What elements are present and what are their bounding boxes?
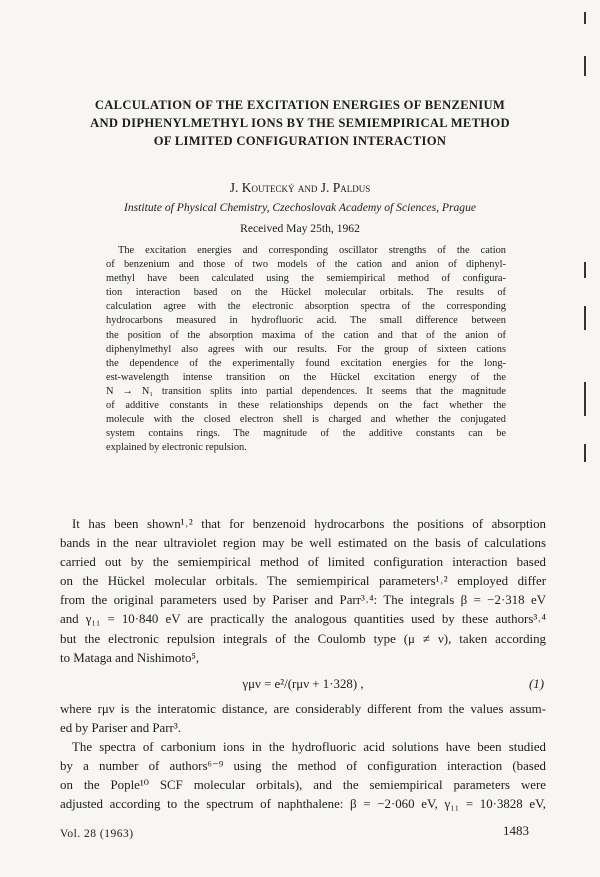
- body-line: The spectra of carbonium ions in the hydrofluoric acid solutions have been studied: [72, 739, 546, 754]
- abstract-line: of additive constants in these relationships depends on the fact whether the: [106, 400, 506, 412]
- body-line: from the original parameters used by Pariser and Parr³˒⁴: The integrals β = −2·318 eV: [60, 593, 546, 608]
- body-line: adjusted according to the spectrum of naphthalene: β = −2·060 eV, γ₁₁ = 10·3828 eV,: [60, 797, 546, 812]
- paper-title: [40, 96, 560, 150]
- body-text: [60, 515, 546, 814]
- abstract-line: molecule with the closed electron shell is charged and whether the conjugated: [106, 414, 506, 426]
- body-line: on the Pople¹⁰ SCF molecular orbitals), and the semiempirical parameters were: [60, 778, 546, 793]
- margin-mark: [584, 12, 586, 24]
- abstract-line: hydrocarbons measured in hydrofluoric acid. The small difference between: [106, 315, 506, 327]
- body-line: bands in the near ultraviolet region may be well estimated on the basis of calculations: [60, 536, 546, 551]
- margin-mark: [584, 56, 586, 76]
- authors: J. Koutecký and J. Paldus: [229, 180, 371, 195]
- abstract-line: system contains rings. The magnitude of the additive constants can be: [106, 428, 506, 440]
- abstract-line: of benzenium and those of two models of the cation and anion of diphenyl-: [106, 259, 506, 271]
- margin-mark: [584, 444, 586, 462]
- body-line: by a number of authors⁶⁻⁹ using the method of configuration interaction (based: [60, 759, 546, 774]
- title-line: OF LIMITED CONFIGURATION INTERACTION: [153, 134, 447, 148]
- received-date: Received May 25th, 1962: [240, 222, 360, 235]
- margin-mark: [584, 306, 586, 330]
- equation-block: [60, 671, 546, 697]
- abstract-line: N → N₁ transition splits into partial dependences. It seems that the magnitude: [106, 385, 506, 397]
- body-line: but the electronic repulsion integrals of the Coulomb type (μ ≠ ν), taken according: [60, 631, 546, 646]
- abstract-line: calculation agree with the electronic absorption spectra of the corresponding: [106, 301, 506, 313]
- equation-number: (1): [528, 676, 544, 691]
- equation: γμν = e²/(rμν + 1·328) ,: [242, 676, 364, 691]
- abstract-line: tion interaction based on the Hückel molecular orbitals. The results of: [106, 287, 506, 299]
- abstract-line: the dependence of the experimentally found excitation energies for the long-: [106, 357, 506, 369]
- abstract-line: explained by electronic repulsion.: [106, 442, 247, 454]
- body-line: carried out by the semiempirical method of limited configuration interaction based: [60, 555, 546, 570]
- abstract-line: est-wavelength intense transition on the Hückel excitation energy of the: [106, 371, 506, 383]
- body-line: on the Hückel molecular orbitals. The semiempirical parameters¹˒² employed differ: [60, 574, 546, 589]
- body-line: where rμν is the interatomic distance, are considerably different from the values assum-: [60, 701, 546, 716]
- body-line: and γ₁₁ = 10·840 eV are practically the analogous quantities used by these authors³˒⁴: [60, 612, 546, 627]
- margin-mark: [584, 262, 586, 278]
- abstract-line: The excitation energies and corresponding oscillator strengths of the cation: [118, 245, 506, 256]
- affiliation: Institute of Physical Chemistry, Czechoslovak Academy of Sciences, Prague: [123, 201, 477, 214]
- title-line: AND DIPHENYLMETHYL IONS BY THE SEMIEMPIRICAL METHOD: [90, 116, 510, 130]
- body-line: It has been shown¹˒² that for benzenoid hydrocarbons the positions of absorption: [72, 517, 546, 531]
- body-line: ed by Pariser and Parr³.: [60, 720, 181, 735]
- abstract-line: the position of the absorption maxima of the cation and that of the anion of: [106, 329, 506, 341]
- abstract: [106, 244, 506, 455]
- title-line: CALCULATION OF THE EXCITATION ENERGIES OF BENZENIUM: [94, 98, 506, 112]
- abstract-line: diphenylmethyl also agrees with our results. For the group of sixteen cations: [106, 343, 506, 355]
- page-number: 1483: [503, 823, 529, 838]
- body-line: to Mataga and Nishimoto⁵,: [60, 650, 200, 665]
- margin-mark: [584, 382, 586, 416]
- abstract-line: methyl have been calculated using the semiempirical method of configura-: [106, 273, 506, 285]
- volume-footer: Vol. 28 (1963): [60, 828, 134, 840]
